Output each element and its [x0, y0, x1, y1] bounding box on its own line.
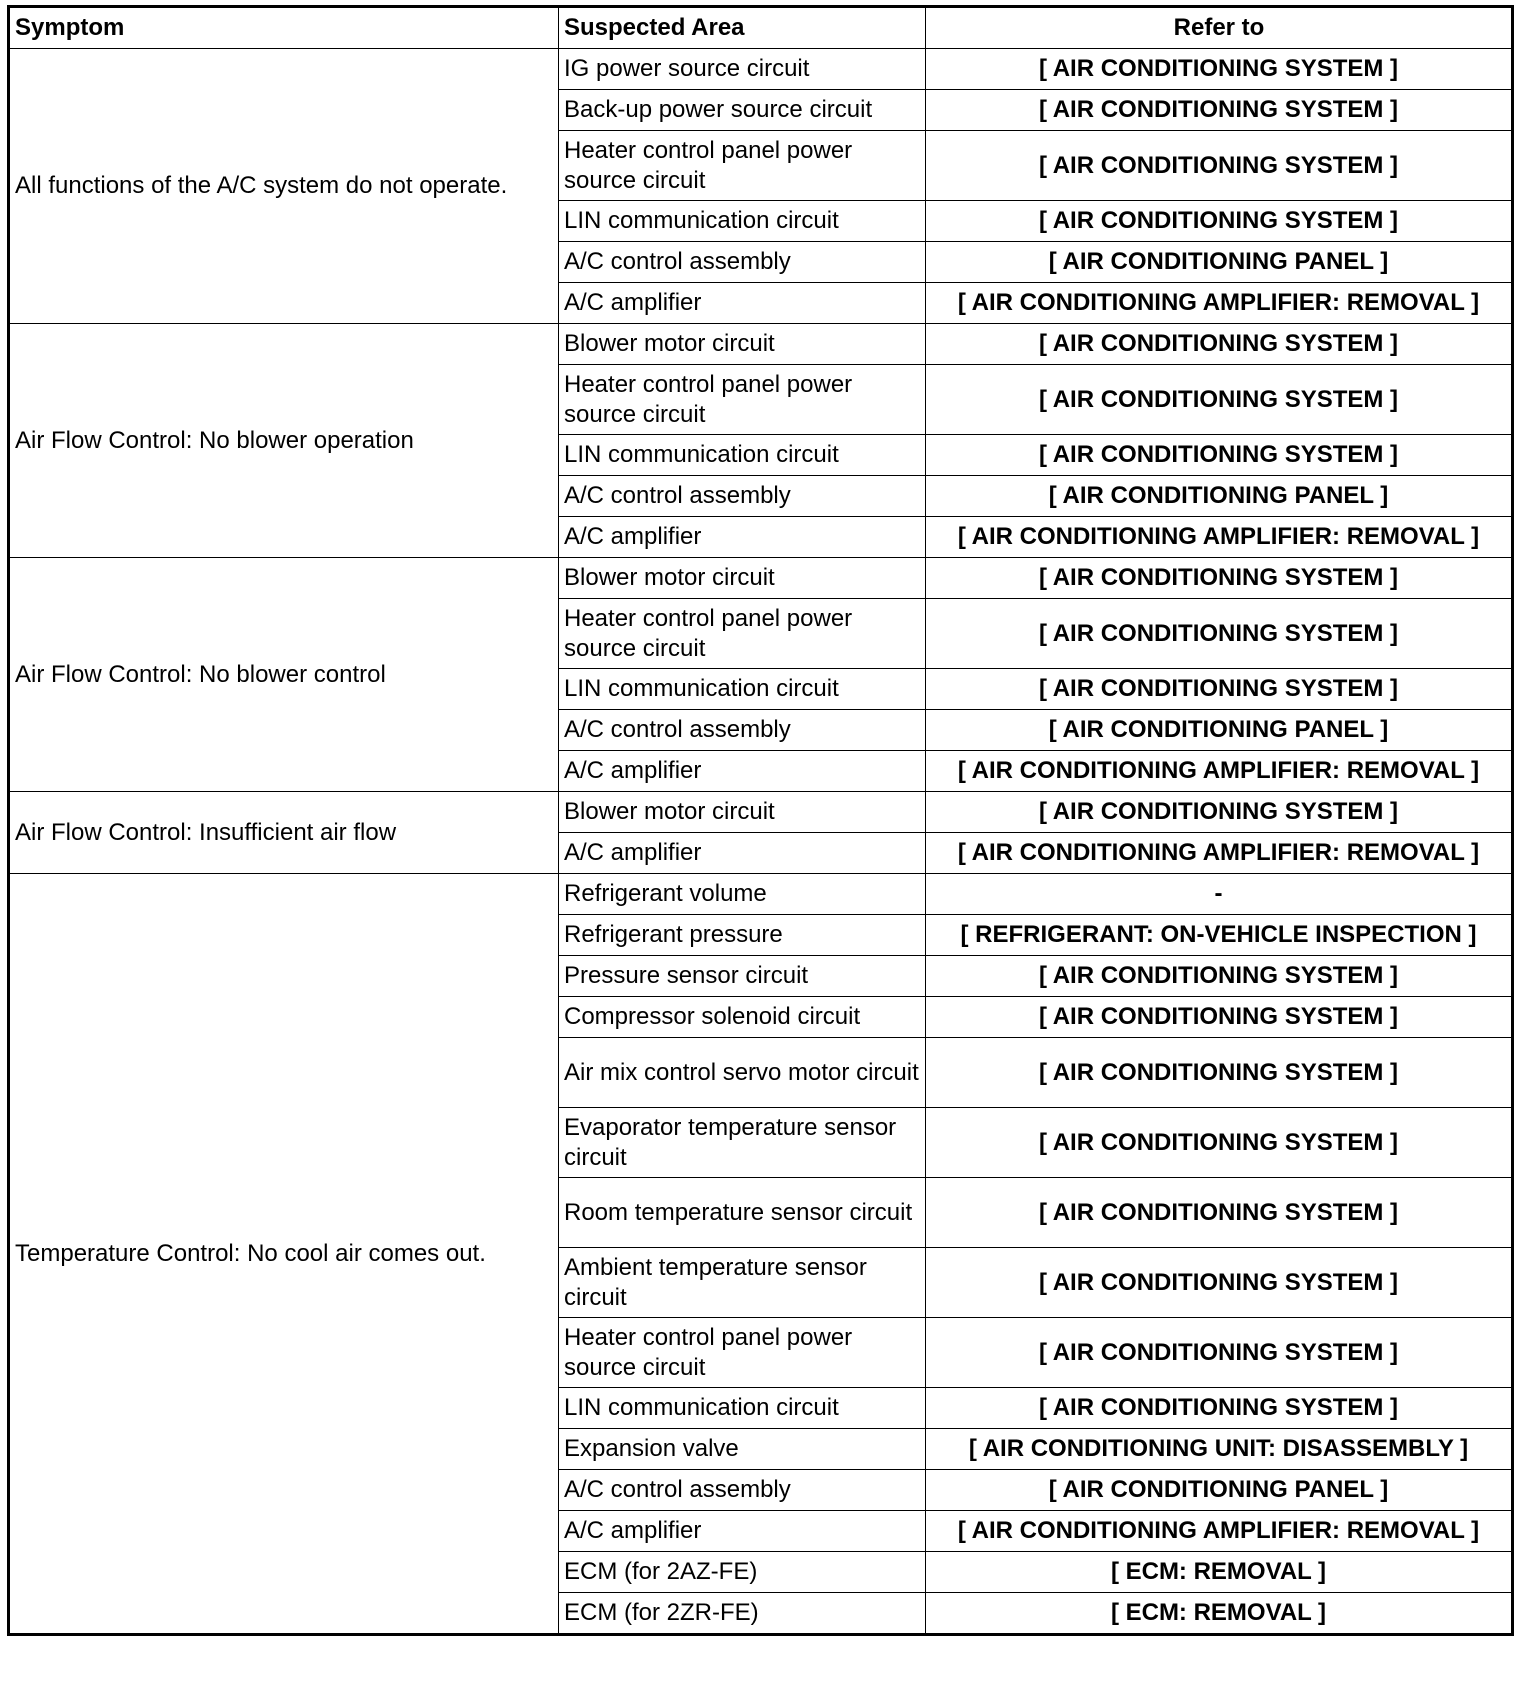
suspected-area-cell: A/C amplifier [559, 833, 926, 874]
refer-to-link[interactable]: [ AIR CONDITIONING SYSTEM ] [926, 1248, 1513, 1318]
refer-to-link[interactable]: [ AIR CONDITIONING SYSTEM ] [926, 49, 1513, 90]
refer-to-link[interactable]: [ AIR CONDITIONING UNIT: DISASSEMBLY ] [926, 1429, 1513, 1470]
suspected-area-cell: Back-up power source circuit [559, 90, 926, 131]
table-body [9, 49, 1513, 1635]
refer-to-link[interactable]: [ AIR CONDITIONING AMPLIFIER: REMOVAL ] [926, 283, 1513, 324]
suspected-area-cell: Refrigerant volume [559, 874, 926, 915]
suspected-area-cell: Pressure sensor circuit [559, 956, 926, 997]
refer-to-link[interactable]: [ AIR CONDITIONING PANEL ] [926, 1470, 1513, 1511]
suspected-area-cell: A/C amplifier [559, 1511, 926, 1552]
problem-symptoms-table [7, 5, 1514, 1636]
suspected-area-cell: A/C amplifier [559, 283, 926, 324]
symptom-cell: Air Flow Control: No blower control [9, 558, 559, 792]
suspected-area-cell: LIN communication circuit [559, 669, 926, 710]
suspected-area-cell: ECM (for 2AZ-FE) [559, 1552, 926, 1593]
header-suspected-area: Suspected Area [559, 7, 926, 49]
refer-to-link[interactable]: [ AIR CONDITIONING SYSTEM ] [926, 1038, 1513, 1108]
refer-to-link[interactable]: [ ECM: REMOVAL ] [926, 1552, 1513, 1593]
refer-to-link[interactable]: [ AIR CONDITIONING SYSTEM ] [926, 1388, 1513, 1429]
suspected-area-cell: Heater control panel power source circuit [559, 365, 926, 435]
suspected-area-cell: Blower motor circuit [559, 324, 926, 365]
refer-to-link[interactable]: [ AIR CONDITIONING SYSTEM ] [926, 792, 1513, 833]
refer-to-link[interactable]: [ ECM: REMOVAL ] [926, 1593, 1513, 1635]
refer-to-link[interactable]: [ AIR CONDITIONING SYSTEM ] [926, 435, 1513, 476]
refer-to-link[interactable]: [ AIR CONDITIONING SYSTEM ] [926, 997, 1513, 1038]
refer-to-link[interactable]: [ AIR CONDITIONING PANEL ] [926, 710, 1513, 751]
suspected-area-cell: Ambient temperature sensor circuit [559, 1248, 926, 1318]
header-symptom: Symptom [9, 7, 559, 49]
suspected-area-cell: Air mix control servo motor circuit [559, 1038, 926, 1108]
suspected-area-cell: IG power source circuit [559, 49, 926, 90]
refer-to-link[interactable]: [ AIR CONDITIONING SYSTEM ] [926, 1178, 1513, 1248]
suspected-area-cell: Expansion valve [559, 1429, 926, 1470]
symptom-cell: Temperature Control: No cool air comes out. [9, 874, 559, 1635]
suspected-area-cell: Evaporator temperature sensor circuit [559, 1108, 926, 1178]
suspected-area-cell: Heater control panel power source circuit [559, 131, 926, 201]
suspected-area-cell: A/C control assembly [559, 242, 926, 283]
refer-to-link[interactable]: [ REFRIGERANT: ON-VEHICLE INSPECTION ] [926, 915, 1513, 956]
suspected-area-cell: Heater control panel power source circuit [559, 1318, 926, 1388]
suspected-area-cell: A/C control assembly [559, 1470, 926, 1511]
refer-to-link[interactable]: [ AIR CONDITIONING SYSTEM ] [926, 599, 1513, 669]
suspected-area-cell: Compressor solenoid circuit [559, 997, 926, 1038]
refer-to-link[interactable]: [ AIR CONDITIONING SYSTEM ] [926, 365, 1513, 435]
refer-to-link[interactable]: [ AIR CONDITIONING SYSTEM ] [926, 324, 1513, 365]
table-row [9, 792, 1513, 833]
suspected-area-cell: Refrigerant pressure [559, 915, 926, 956]
header-refer-to: Refer to [926, 7, 1513, 49]
table-row [9, 49, 1513, 90]
refer-to-link[interactable]: [ AIR CONDITIONING AMPLIFIER: REMOVAL ] [926, 1511, 1513, 1552]
suspected-area-cell: A/C amplifier [559, 517, 926, 558]
suspected-area-cell: A/C amplifier [559, 751, 926, 792]
refer-to-link[interactable]: - [926, 874, 1513, 915]
refer-to-link[interactable]: [ AIR CONDITIONING PANEL ] [926, 476, 1513, 517]
refer-to-link[interactable]: [ AIR CONDITIONING PANEL ] [926, 242, 1513, 283]
refer-to-link[interactable]: [ AIR CONDITIONING AMPLIFIER: REMOVAL ] [926, 517, 1513, 558]
refer-to-link[interactable]: [ AIR CONDITIONING AMPLIFIER: REMOVAL ] [926, 833, 1513, 874]
suspected-area-cell: LIN communication circuit [559, 1388, 926, 1429]
refer-to-link[interactable]: [ AIR CONDITIONING SYSTEM ] [926, 558, 1513, 599]
refer-to-link[interactable]: [ AIR CONDITIONING SYSTEM ] [926, 1108, 1513, 1178]
symptom-cell: Air Flow Control: Insufficient air flow [9, 792, 559, 874]
suspected-area-cell: Heater control panel power source circuit [559, 599, 926, 669]
refer-to-link[interactable]: [ AIR CONDITIONING SYSTEM ] [926, 131, 1513, 201]
suspected-area-cell: LIN communication circuit [559, 435, 926, 476]
symptom-cell: Air Flow Control: No blower operation [9, 324, 559, 558]
suspected-area-cell: LIN communication circuit [559, 201, 926, 242]
suspected-area-cell: Blower motor circuit [559, 792, 926, 833]
refer-to-link[interactable]: [ AIR CONDITIONING SYSTEM ] [926, 956, 1513, 997]
refer-to-link[interactable]: [ AIR CONDITIONING SYSTEM ] [926, 1318, 1513, 1388]
refer-to-link[interactable]: [ AIR CONDITIONING SYSTEM ] [926, 201, 1513, 242]
suspected-area-cell: Blower motor circuit [559, 558, 926, 599]
table-row [9, 874, 1513, 915]
refer-to-link[interactable]: [ AIR CONDITIONING SYSTEM ] [926, 669, 1513, 710]
header-row [9, 7, 1513, 49]
refer-to-link[interactable]: [ AIR CONDITIONING SYSTEM ] [926, 90, 1513, 131]
suspected-area-cell: A/C control assembly [559, 476, 926, 517]
table-row [9, 558, 1513, 599]
suspected-area-cell: Room temperature sensor circuit [559, 1178, 926, 1248]
table-row [9, 324, 1513, 365]
suspected-area-cell: ECM (for 2ZR-FE) [559, 1593, 926, 1635]
symptom-cell: All functions of the A/C system do not operate. [9, 49, 559, 324]
suspected-area-cell: A/C control assembly [559, 710, 926, 751]
refer-to-link[interactable]: [ AIR CONDITIONING AMPLIFIER: REMOVAL ] [926, 751, 1513, 792]
